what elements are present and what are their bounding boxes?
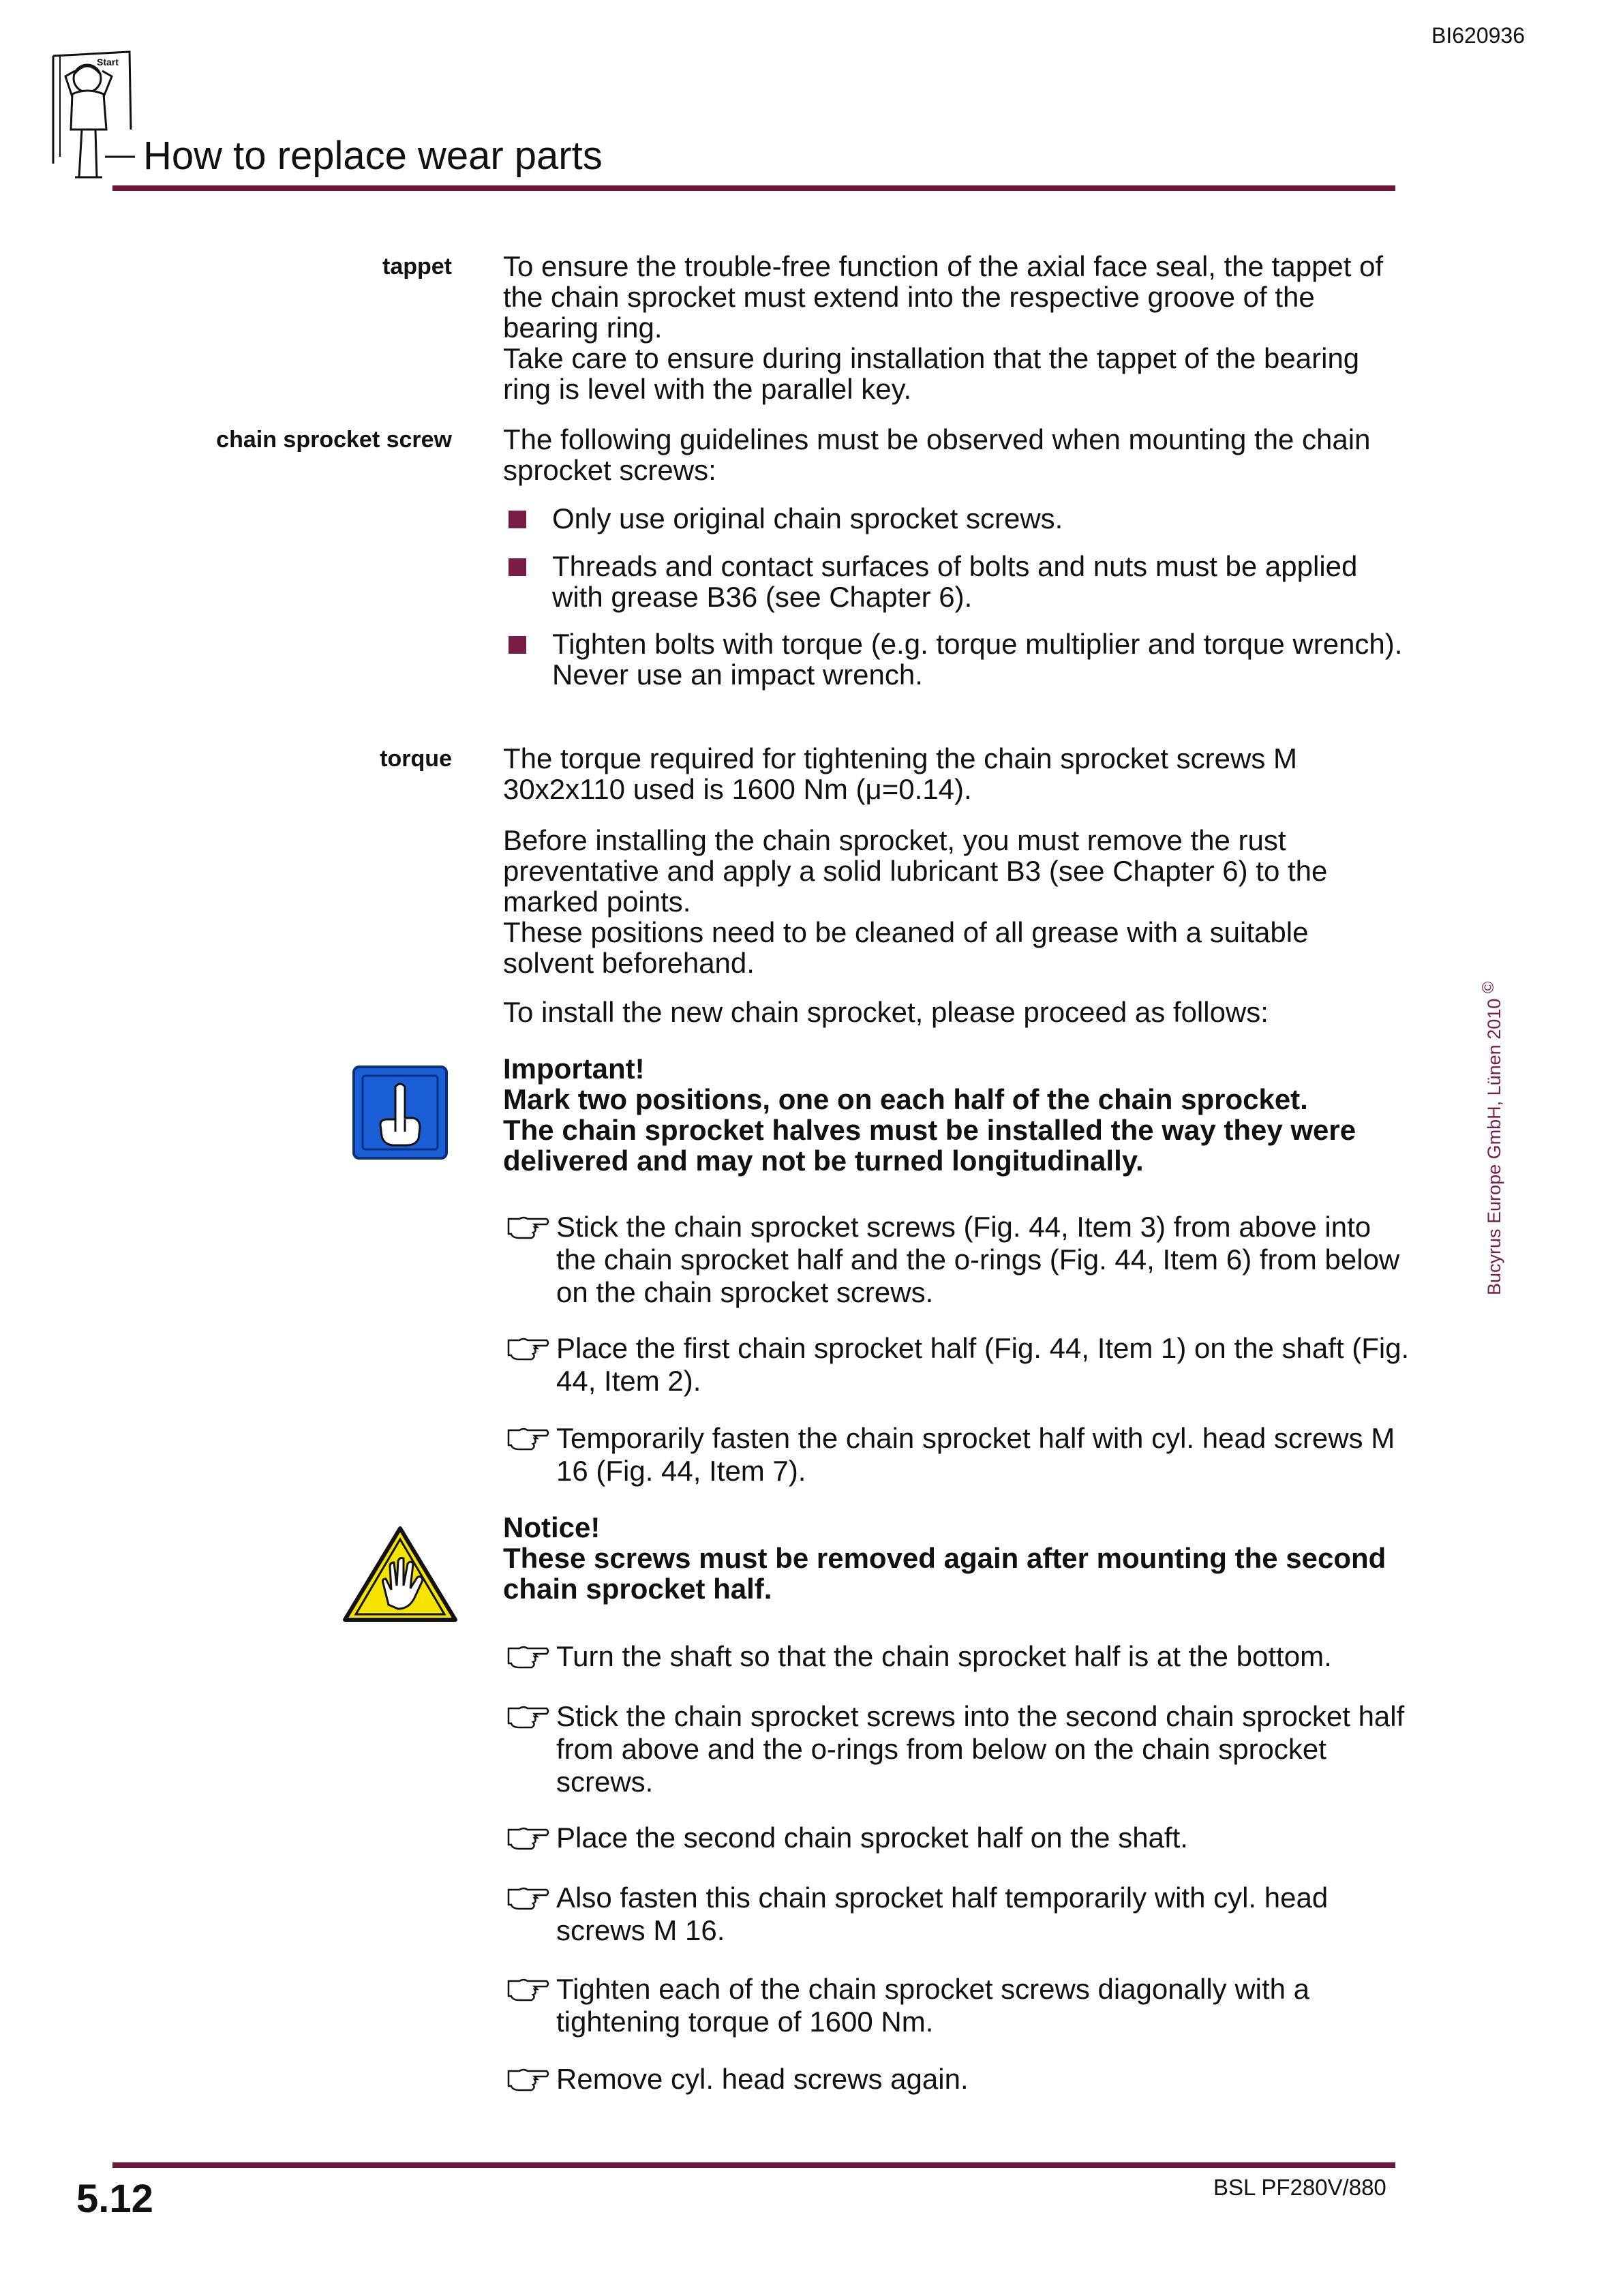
- header-divider: [112, 185, 1395, 191]
- notice-text: These screws must be removed again after mounting the second chain sprocket half.: [503, 1542, 1386, 1605]
- notice-block: [503, 1512, 1403, 1604]
- bullet-item: Only use original chain sprocket screws.: [503, 503, 1410, 534]
- bullet-square-icon: [509, 636, 526, 654]
- proceed-text: To install the new chain sprocket, please proceed as follows:: [503, 996, 1269, 1028]
- page-title: How to replace wear parts: [143, 134, 603, 178]
- side-label-chain-sprocket-screw: chain sprocket screw: [216, 427, 452, 453]
- pointing-hand-icon: [507, 1826, 549, 1853]
- step-item: Place the first chain sprocket half (Fig. 44, Item 1) on the shaft (Fig. 44, Item 2).: [507, 1332, 1414, 1398]
- bullet-extra-line: Never use an impact wrench.: [552, 659, 923, 691]
- document-id: BI620936: [1431, 23, 1526, 48]
- tappet-text: [503, 251, 1403, 404]
- important-block: [503, 1053, 1403, 1176]
- pointing-hand-icon: [507, 1977, 549, 2004]
- step-item: Remove cyl. head screws again.: [507, 2063, 1414, 2096]
- pointing-hand-icon: [507, 2067, 549, 2094]
- step-item: Temporarily fasten the chain sprocket half with cyl. head screws M 16 (Fig. 44, Item 7).: [507, 1422, 1414, 1487]
- start-figure-logo: [48, 48, 136, 184]
- bullet-square-icon: [509, 558, 526, 576]
- logo-start-text: Start: [97, 57, 119, 67]
- screw-intro: The following guidelines must be observed when mounting the chain sprocket screws:: [503, 423, 1371, 486]
- torque-text: The torque required for tightening the chain sprocket screws M 30x2x110 used is 1600 Nm (μ=0.14).: [503, 742, 1297, 805]
- rust-text: [503, 825, 1403, 978]
- pointing-hand-icon: [507, 1644, 549, 1672]
- important-line-1: Mark two positions, one on each half of the chain sprocket.: [503, 1083, 1308, 1115]
- bullet-item: Threads and contact surfaces of bolts and nuts must be applied with grease B36 (see Chapter 6).: [503, 551, 1410, 612]
- side-label-tappet: tappet: [382, 254, 452, 280]
- pointing-hand-icon: [507, 1336, 549, 1363]
- side-copyright: [1479, 982, 1505, 1295]
- bullet-item: Tighten bolts with torque (e.g. torque multiplier and torque wrench). Never use an impact wrench.: [503, 629, 1410, 690]
- copyright-symbol: ©: [1479, 981, 1498, 994]
- tappet-line-1: To ensure the trouble-free function of the axial face seal, the tappet of the chain sprocket must extend into the respective groove of the bearing ring.: [503, 250, 1384, 344]
- pointing-hand-icon: [507, 1426, 549, 1453]
- pointing-hand-icon: [352, 1065, 449, 1160]
- step-item: Also fasten this chain sprocket half temporarily with cyl. head screws M 16.: [507, 1882, 1414, 1947]
- warning-hand-icon: [341, 1524, 459, 1625]
- pointing-hand-icon: [507, 1704, 549, 1732]
- side-label-torque: torque: [380, 746, 452, 772]
- notice-heading: Notice!: [503, 1511, 601, 1543]
- step-item: Stick the chain sprocket screws (Fig. 44, Item 3) from above into the chain sprocket half and the o-rings (Fig. 44, Item 6) from below on the chain sprocket screws.: [507, 1211, 1414, 1309]
- step-item: Place the second chain sprocket half on the shaft.: [507, 1822, 1414, 1854]
- copyright-text: Bucyrus Europe GmbH, Lünen 2010: [1484, 998, 1504, 1295]
- footer-divider: [112, 2162, 1395, 2168]
- important-heading: Important!: [503, 1053, 645, 1085]
- model-designation: BSL PF280V/880: [1213, 2175, 1386, 2200]
- step-item: Turn the shaft so that the chain sprocket half is at the bottom.: [507, 1640, 1414, 1673]
- page-number: 5.12: [76, 2177, 153, 2221]
- pointing-hand-icon: [507, 1886, 549, 1913]
- pointing-hand-icon: [507, 1215, 549, 1242]
- step-item: Stick the chain sprocket screws into the second chain sprocket half from above and the o-rings from below on the chain sprocket screws.: [507, 1700, 1414, 1798]
- step-item: Tighten each of the chain sprocket screws diagonally with a tightening torque of 1600 Nm.: [507, 1973, 1414, 2038]
- rust-line-1: Before installing the chain sprocket, you must remove the rust preventative and apply a solid lubricant B3 (see Chapter 6) to the marked points.: [503, 824, 1328, 918]
- rust-line-2: These positions need to be cleaned of all grease with a suitable solvent beforehand.: [503, 916, 1309, 979]
- important-line-2: The chain sprocket halves must be installed the way they were delivered and may not be turned longitudinally.: [503, 1114, 1356, 1177]
- bullet-square-icon: [509, 511, 526, 528]
- tappet-line-2: Take care to ensure during installation that the tappet of the bearing ring is level with the parallel key.: [503, 342, 1360, 405]
